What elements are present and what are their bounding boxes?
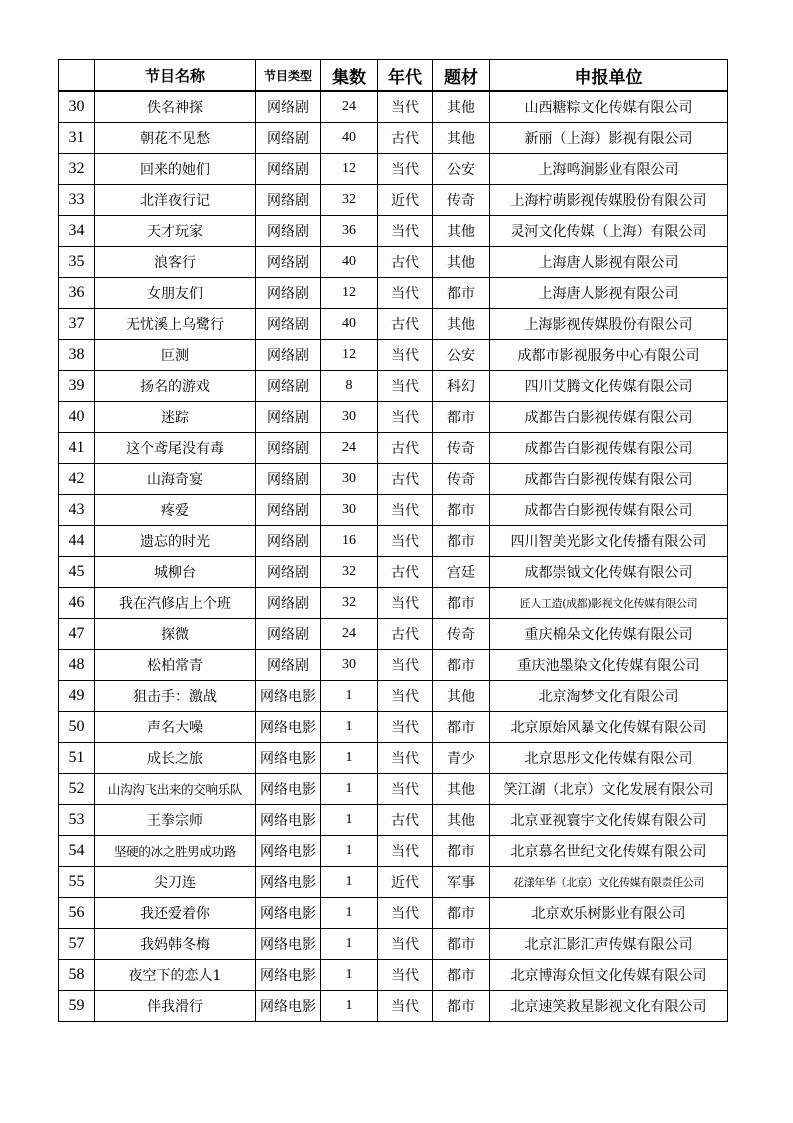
program-list-table bbox=[58, 59, 728, 1022]
cell-type: 网络剧 bbox=[256, 495, 321, 526]
table-header-row bbox=[59, 60, 728, 92]
cell-era: 当代 bbox=[378, 712, 433, 743]
cell-episodes: 1 bbox=[321, 898, 378, 929]
table-row bbox=[59, 681, 728, 712]
cell-type: 网络剧 bbox=[256, 154, 321, 185]
cell-index: 33 bbox=[59, 185, 95, 216]
cell-era: 当代 bbox=[378, 154, 433, 185]
cell-episodes: 1 bbox=[321, 712, 378, 743]
cell-title: 城柳台 bbox=[95, 557, 256, 588]
cell-index: 51 bbox=[59, 743, 95, 774]
cell-era: 当代 bbox=[378, 402, 433, 433]
cell-episodes: 32 bbox=[321, 588, 378, 619]
header-index bbox=[59, 60, 95, 92]
cell-era: 近代 bbox=[378, 867, 433, 898]
cell-episodes: 40 bbox=[321, 247, 378, 278]
table-row bbox=[59, 154, 728, 185]
cell-era: 古代 bbox=[378, 433, 433, 464]
cell-company: 北京原始风暴文化传媒有限公司 bbox=[490, 712, 728, 743]
cell-type: 网络电影 bbox=[256, 681, 321, 712]
cell-company: 匠人工造(成都)影视文化传媒有限公司 bbox=[490, 588, 728, 619]
cell-index: 58 bbox=[59, 960, 95, 991]
cell-subject: 都市 bbox=[433, 495, 490, 526]
cell-type: 网络剧 bbox=[256, 216, 321, 247]
cell-company: 山西糖粽文化传媒有限公司 bbox=[490, 91, 728, 123]
cell-company: 四川智美光影文化传播有限公司 bbox=[490, 526, 728, 557]
cell-index: 47 bbox=[59, 619, 95, 650]
cell-subject: 都市 bbox=[433, 836, 490, 867]
table-row bbox=[59, 929, 728, 960]
cell-index: 36 bbox=[59, 278, 95, 309]
cell-type: 网络剧 bbox=[256, 91, 321, 123]
cell-title: 松柏常青 bbox=[95, 650, 256, 681]
cell-title: 山海奇宴 bbox=[95, 464, 256, 495]
cell-company: 成都市影视服务中心有限公司 bbox=[490, 340, 728, 371]
cell-episodes: 12 bbox=[321, 278, 378, 309]
table-row bbox=[59, 836, 728, 867]
cell-subject: 都市 bbox=[433, 712, 490, 743]
cell-subject: 其他 bbox=[433, 805, 490, 836]
cell-era: 古代 bbox=[378, 309, 433, 340]
cell-episodes: 32 bbox=[321, 557, 378, 588]
cell-index: 57 bbox=[59, 929, 95, 960]
cell-type: 网络电影 bbox=[256, 867, 321, 898]
cell-subject: 其他 bbox=[433, 681, 490, 712]
cell-company: 北京速笑救星影视文化有限公司 bbox=[490, 991, 728, 1022]
cell-era: 当代 bbox=[378, 526, 433, 557]
cell-title: 叵测 bbox=[95, 340, 256, 371]
cell-subject: 都市 bbox=[433, 402, 490, 433]
table-row bbox=[59, 588, 728, 619]
cell-era: 近代 bbox=[378, 185, 433, 216]
cell-subject: 都市 bbox=[433, 650, 490, 681]
cell-company: 北京亚视寰宇文化传媒有限公司 bbox=[490, 805, 728, 836]
table-row bbox=[59, 898, 728, 929]
cell-subject: 都市 bbox=[433, 960, 490, 991]
table-row bbox=[59, 433, 728, 464]
cell-episodes: 30 bbox=[321, 402, 378, 433]
cell-title: 我妈韩冬梅 bbox=[95, 929, 256, 960]
cell-index: 41 bbox=[59, 433, 95, 464]
cell-company: 新丽（上海）影视有限公司 bbox=[490, 123, 728, 154]
cell-title: 狙击手：激战 bbox=[95, 681, 256, 712]
cell-type: 网络剧 bbox=[256, 433, 321, 464]
cell-era: 当代 bbox=[378, 495, 433, 526]
cell-type: 网络剧 bbox=[256, 123, 321, 154]
cell-company: 上海鸣涧影业有限公司 bbox=[490, 154, 728, 185]
cell-episodes: 1 bbox=[321, 805, 378, 836]
cell-title: 佚名神探 bbox=[95, 91, 256, 123]
cell-era: 当代 bbox=[378, 898, 433, 929]
table-row bbox=[59, 960, 728, 991]
table-row bbox=[59, 216, 728, 247]
cell-episodes: 32 bbox=[321, 185, 378, 216]
cell-type: 网络剧 bbox=[256, 588, 321, 619]
table-row bbox=[59, 650, 728, 681]
cell-subject: 其他 bbox=[433, 309, 490, 340]
cell-index: 38 bbox=[59, 340, 95, 371]
cell-episodes: 1 bbox=[321, 774, 378, 805]
cell-company: 北京汇影汇声传媒有限公司 bbox=[490, 929, 728, 960]
cell-episodes: 12 bbox=[321, 340, 378, 371]
cell-subject: 其他 bbox=[433, 774, 490, 805]
cell-company: 北京淘梦文化有限公司 bbox=[490, 681, 728, 712]
cell-title: 浪客行 bbox=[95, 247, 256, 278]
cell-index: 42 bbox=[59, 464, 95, 495]
table-row bbox=[59, 867, 728, 898]
cell-type: 网络剧 bbox=[256, 526, 321, 557]
header-episodes: 集数 bbox=[321, 60, 378, 92]
cell-title: 尖刀连 bbox=[95, 867, 256, 898]
cell-subject: 传奇 bbox=[433, 433, 490, 464]
cell-subject: 传奇 bbox=[433, 619, 490, 650]
cell-company: 上海影视传媒股份有限公司 bbox=[490, 309, 728, 340]
cell-type: 网络电影 bbox=[256, 991, 321, 1022]
cell-episodes: 24 bbox=[321, 91, 378, 123]
cell-index: 32 bbox=[59, 154, 95, 185]
cell-type: 网络电影 bbox=[256, 960, 321, 991]
cell-company: 花漾年华（北京）文化传媒有限责任公司 bbox=[490, 867, 728, 898]
cell-title: 天才玩家 bbox=[95, 216, 256, 247]
cell-company: 成都告白影视传媒有限公司 bbox=[490, 464, 728, 495]
cell-index: 59 bbox=[59, 991, 95, 1022]
table-row bbox=[59, 464, 728, 495]
cell-company: 北京博海众恒文化传媒有限公司 bbox=[490, 960, 728, 991]
cell-episodes: 30 bbox=[321, 650, 378, 681]
cell-type: 网络剧 bbox=[256, 557, 321, 588]
cell-title: 女朋友们 bbox=[95, 278, 256, 309]
cell-episodes: 1 bbox=[321, 681, 378, 712]
cell-company: 上海唐人影视有限公司 bbox=[490, 247, 728, 278]
cell-title: 山沟沟飞出来的交响乐队 bbox=[95, 774, 256, 805]
cell-type: 网络电影 bbox=[256, 929, 321, 960]
cell-company: 笑江湖（北京）文化发展有限公司 bbox=[490, 774, 728, 805]
cell-type: 网络剧 bbox=[256, 402, 321, 433]
cell-index: 40 bbox=[59, 402, 95, 433]
cell-title: 伴我滑行 bbox=[95, 991, 256, 1022]
cell-company: 重庆棉朵文化传媒有限公司 bbox=[490, 619, 728, 650]
cell-index: 35 bbox=[59, 247, 95, 278]
cell-title: 遗忘的时光 bbox=[95, 526, 256, 557]
cell-subject: 其他 bbox=[433, 123, 490, 154]
table-row bbox=[59, 247, 728, 278]
cell-era: 古代 bbox=[378, 619, 433, 650]
cell-type: 网络电影 bbox=[256, 712, 321, 743]
cell-era: 当代 bbox=[378, 743, 433, 774]
cell-title: 声名大噪 bbox=[95, 712, 256, 743]
cell-company: 四川艾腾文化传媒有限公司 bbox=[490, 371, 728, 402]
table-row bbox=[59, 91, 728, 123]
cell-type: 网络剧 bbox=[256, 650, 321, 681]
cell-title: 朝花不见愁 bbox=[95, 123, 256, 154]
table-row bbox=[59, 743, 728, 774]
cell-era: 当代 bbox=[378, 929, 433, 960]
cell-title: 坚硬的冰之胜男成功路 bbox=[95, 836, 256, 867]
table-row bbox=[59, 774, 728, 805]
cell-company: 北京欢乐树影业有限公司 bbox=[490, 898, 728, 929]
cell-title: 我在汽修店上个班 bbox=[95, 588, 256, 619]
cell-era: 当代 bbox=[378, 216, 433, 247]
cell-company: 上海柠萌影视传媒股份有限公司 bbox=[490, 185, 728, 216]
cell-type: 网络电影 bbox=[256, 805, 321, 836]
cell-index: 43 bbox=[59, 495, 95, 526]
cell-subject: 科幻 bbox=[433, 371, 490, 402]
cell-episodes: 16 bbox=[321, 526, 378, 557]
cell-title: 王拳宗师 bbox=[95, 805, 256, 836]
cell-index: 48 bbox=[59, 650, 95, 681]
cell-type: 网络剧 bbox=[256, 247, 321, 278]
cell-title: 迷踪 bbox=[95, 402, 256, 433]
cell-index: 44 bbox=[59, 526, 95, 557]
table-row bbox=[59, 557, 728, 588]
table-row bbox=[59, 402, 728, 433]
cell-era: 古代 bbox=[378, 123, 433, 154]
cell-index: 56 bbox=[59, 898, 95, 929]
cell-title: 无忧溪上乌鹭行 bbox=[95, 309, 256, 340]
cell-era: 当代 bbox=[378, 371, 433, 402]
cell-type: 网络电影 bbox=[256, 743, 321, 774]
cell-subject: 传奇 bbox=[433, 185, 490, 216]
cell-subject: 青少 bbox=[433, 743, 490, 774]
cell-type: 网络电影 bbox=[256, 774, 321, 805]
cell-index: 54 bbox=[59, 836, 95, 867]
cell-era: 当代 bbox=[378, 774, 433, 805]
cell-index: 31 bbox=[59, 123, 95, 154]
header-subject: 题材 bbox=[433, 60, 490, 92]
cell-index: 49 bbox=[59, 681, 95, 712]
cell-company: 成都告白影视传媒有限公司 bbox=[490, 402, 728, 433]
cell-subject: 都市 bbox=[433, 929, 490, 960]
table-row bbox=[59, 526, 728, 557]
cell-subject: 都市 bbox=[433, 898, 490, 929]
cell-episodes: 30 bbox=[321, 495, 378, 526]
cell-type: 网络剧 bbox=[256, 340, 321, 371]
cell-index: 45 bbox=[59, 557, 95, 588]
cell-title: 扬名的游戏 bbox=[95, 371, 256, 402]
cell-title: 这个鸢尾没有毒 bbox=[95, 433, 256, 464]
cell-subject: 都市 bbox=[433, 526, 490, 557]
cell-episodes: 30 bbox=[321, 464, 378, 495]
table-row bbox=[59, 185, 728, 216]
cell-company: 成都告白影视传媒有限公司 bbox=[490, 433, 728, 464]
cell-episodes: 1 bbox=[321, 867, 378, 898]
cell-era: 当代 bbox=[378, 340, 433, 371]
table-row bbox=[59, 371, 728, 402]
cell-subject: 传奇 bbox=[433, 464, 490, 495]
table-row bbox=[59, 805, 728, 836]
cell-title: 北洋夜行记 bbox=[95, 185, 256, 216]
cell-episodes: 24 bbox=[321, 619, 378, 650]
cell-index: 53 bbox=[59, 805, 95, 836]
table-row bbox=[59, 278, 728, 309]
cell-index: 37 bbox=[59, 309, 95, 340]
cell-episodes: 1 bbox=[321, 960, 378, 991]
cell-episodes: 1 bbox=[321, 743, 378, 774]
cell-era: 当代 bbox=[378, 278, 433, 309]
cell-subject: 宫廷 bbox=[433, 557, 490, 588]
cell-era: 古代 bbox=[378, 557, 433, 588]
cell-era: 古代 bbox=[378, 464, 433, 495]
table-row bbox=[59, 123, 728, 154]
cell-subject: 公安 bbox=[433, 154, 490, 185]
cell-company: 灵河文化传媒（上海）有限公司 bbox=[490, 216, 728, 247]
table-row bbox=[59, 495, 728, 526]
cell-subject: 其他 bbox=[433, 247, 490, 278]
cell-era: 当代 bbox=[378, 991, 433, 1022]
cell-index: 50 bbox=[59, 712, 95, 743]
table-row bbox=[59, 340, 728, 371]
cell-subject: 其他 bbox=[433, 216, 490, 247]
cell-subject: 都市 bbox=[433, 588, 490, 619]
cell-type: 网络电影 bbox=[256, 898, 321, 929]
cell-company: 成都告白影视传媒有限公司 bbox=[490, 495, 728, 526]
cell-title: 探微 bbox=[95, 619, 256, 650]
cell-episodes: 40 bbox=[321, 309, 378, 340]
table-row bbox=[59, 712, 728, 743]
cell-index: 39 bbox=[59, 371, 95, 402]
cell-episodes: 40 bbox=[321, 123, 378, 154]
cell-episodes: 24 bbox=[321, 433, 378, 464]
cell-subject: 都市 bbox=[433, 991, 490, 1022]
cell-type: 网络剧 bbox=[256, 619, 321, 650]
cell-era: 当代 bbox=[378, 91, 433, 123]
cell-type: 网络剧 bbox=[256, 278, 321, 309]
header-type: 节目类型 bbox=[256, 60, 321, 92]
cell-company: 成都崇钺文化传媒有限公司 bbox=[490, 557, 728, 588]
cell-company: 北京慕名世纪文化传媒有限公司 bbox=[490, 836, 728, 867]
cell-era: 古代 bbox=[378, 805, 433, 836]
cell-type: 网络剧 bbox=[256, 185, 321, 216]
cell-episodes: 1 bbox=[321, 836, 378, 867]
cell-subject: 公安 bbox=[433, 340, 490, 371]
cell-type: 网络剧 bbox=[256, 464, 321, 495]
cell-title: 成长之旅 bbox=[95, 743, 256, 774]
cell-type: 网络电影 bbox=[256, 836, 321, 867]
header-era: 年代 bbox=[378, 60, 433, 92]
cell-index: 55 bbox=[59, 867, 95, 898]
cell-era: 当代 bbox=[378, 836, 433, 867]
cell-index: 34 bbox=[59, 216, 95, 247]
cell-company: 北京思彤文化传媒有限公司 bbox=[490, 743, 728, 774]
cell-title: 夜空下的恋人1 bbox=[95, 960, 256, 991]
header-title: 节目名称 bbox=[95, 60, 256, 92]
cell-episodes: 12 bbox=[321, 154, 378, 185]
cell-index: 46 bbox=[59, 588, 95, 619]
cell-company: 上海唐人影视有限公司 bbox=[490, 278, 728, 309]
cell-era: 当代 bbox=[378, 588, 433, 619]
cell-title: 疼爱 bbox=[95, 495, 256, 526]
cell-title: 我还爱着你 bbox=[95, 898, 256, 929]
cell-episodes: 8 bbox=[321, 371, 378, 402]
cell-index: 52 bbox=[59, 774, 95, 805]
table-row bbox=[59, 619, 728, 650]
cell-era: 当代 bbox=[378, 960, 433, 991]
cell-era: 古代 bbox=[378, 247, 433, 278]
cell-episodes: 36 bbox=[321, 216, 378, 247]
cell-title: 回来的她们 bbox=[95, 154, 256, 185]
cell-type: 网络剧 bbox=[256, 309, 321, 340]
header-company: 申报单位 bbox=[490, 60, 728, 92]
cell-index: 30 bbox=[59, 91, 95, 123]
table-row bbox=[59, 309, 728, 340]
cell-type: 网络剧 bbox=[256, 371, 321, 402]
cell-subject: 军事 bbox=[433, 867, 490, 898]
cell-episodes: 1 bbox=[321, 991, 378, 1022]
cell-subject: 其他 bbox=[433, 91, 490, 123]
cell-era: 当代 bbox=[378, 681, 433, 712]
cell-company: 重庆池墨染文化传媒有限公司 bbox=[490, 650, 728, 681]
cell-subject: 都市 bbox=[433, 278, 490, 309]
cell-era: 当代 bbox=[378, 650, 433, 681]
table-row bbox=[59, 991, 728, 1022]
cell-episodes: 1 bbox=[321, 929, 378, 960]
